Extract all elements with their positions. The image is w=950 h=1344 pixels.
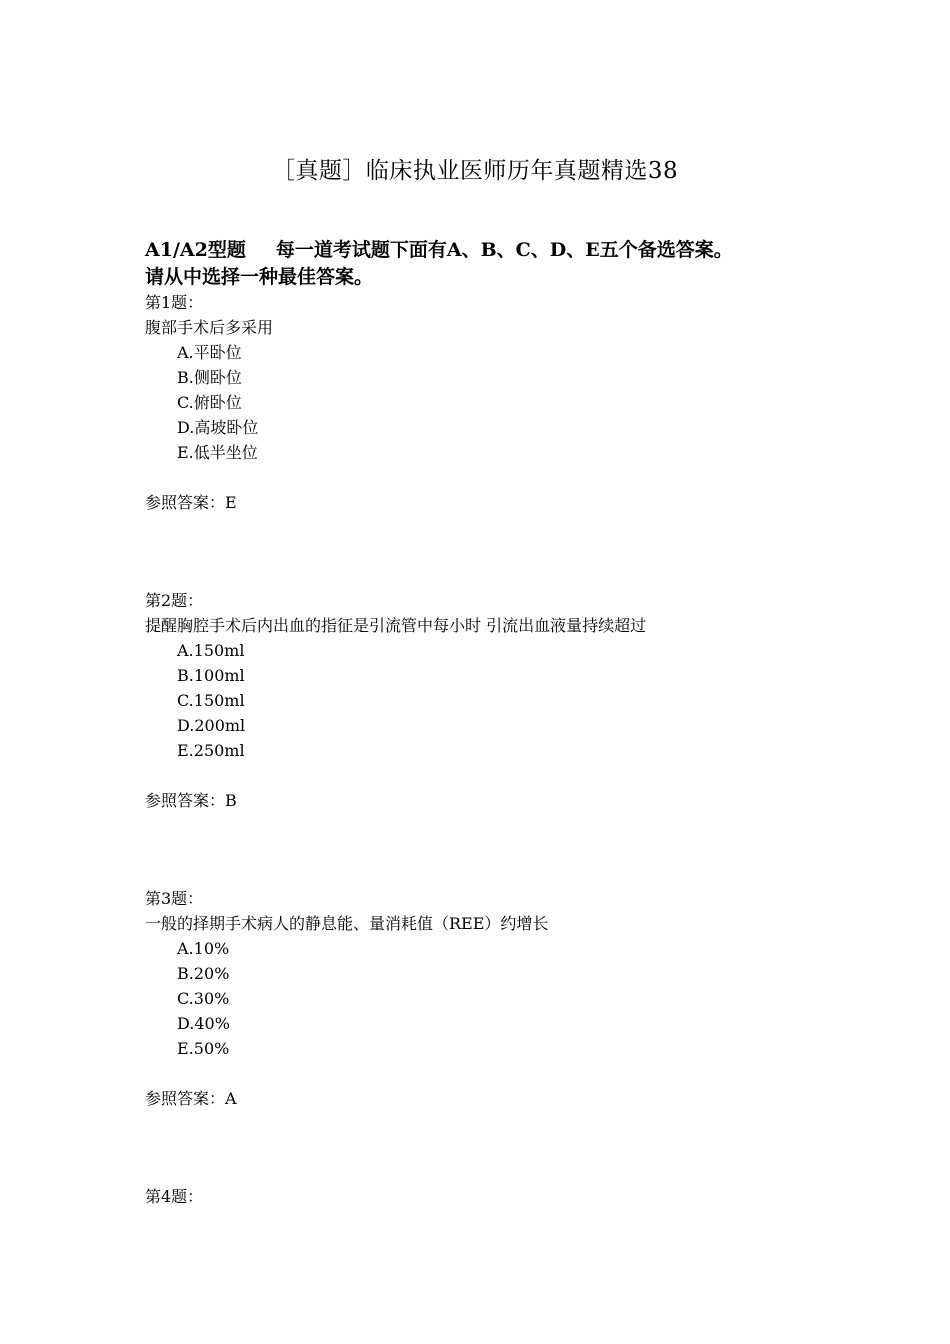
reference-answer: 参照答案：A	[145, 1089, 237, 1108]
question-number: 第4题：	[145, 1187, 204, 1206]
reference-answer: 参照答案：E	[145, 493, 237, 512]
option-b: B.20%	[177, 964, 230, 983]
question-4	[145, 1184, 825, 1209]
option-list	[145, 936, 825, 1061]
option-list	[145, 638, 825, 763]
question-stem: 一般的择期手术病人的静息能、量消耗值（REE）约增长	[145, 914, 549, 933]
option-a: A.10%	[177, 939, 230, 958]
question-type-label: A1/A2型题	[145, 239, 246, 261]
question-1	[145, 290, 825, 515]
option-b: B.100ml	[177, 666, 245, 685]
option-d: D.200ml	[177, 716, 246, 735]
option-d: D.40%	[177, 1014, 230, 1033]
section-heading	[145, 237, 815, 291]
option-e: E.250ml	[177, 741, 245, 760]
option-c: C.俯卧位	[177, 393, 242, 412]
option-b: B.侧卧位	[177, 368, 242, 387]
option-c: C.150ml	[177, 691, 245, 710]
option-a: A.平卧位	[177, 343, 242, 362]
question-3	[145, 886, 825, 1111]
option-c: C.30%	[177, 989, 230, 1008]
question-2	[145, 588, 825, 813]
option-list	[145, 340, 825, 465]
question-number: 第3题：	[145, 889, 204, 908]
option-a: A.150ml	[177, 641, 245, 660]
option-d: D.高坡卧位	[177, 418, 259, 437]
option-e: E.低半坐位	[177, 443, 258, 462]
question-stem: 腹部手术后多采用	[145, 318, 274, 337]
option-e: E.50%	[177, 1039, 230, 1058]
question-number: 第1题：	[145, 293, 204, 312]
page-title: ［真题］临床执业医师历年真题精选38	[271, 158, 679, 184]
section-instruction-line-2: 请从中选择一种最佳答案。	[145, 266, 374, 288]
reference-answer: 参照答案：B	[145, 791, 237, 810]
section-instruction-line-1: 每一道考试题下面有A、B、C、D、E五个备选答案。	[275, 239, 733, 261]
question-number: 第2题：	[145, 591, 204, 610]
question-stem: 提醒胸腔手术后内出血的指征是引流管中每小时 引流出血液量持续超过	[145, 616, 647, 635]
